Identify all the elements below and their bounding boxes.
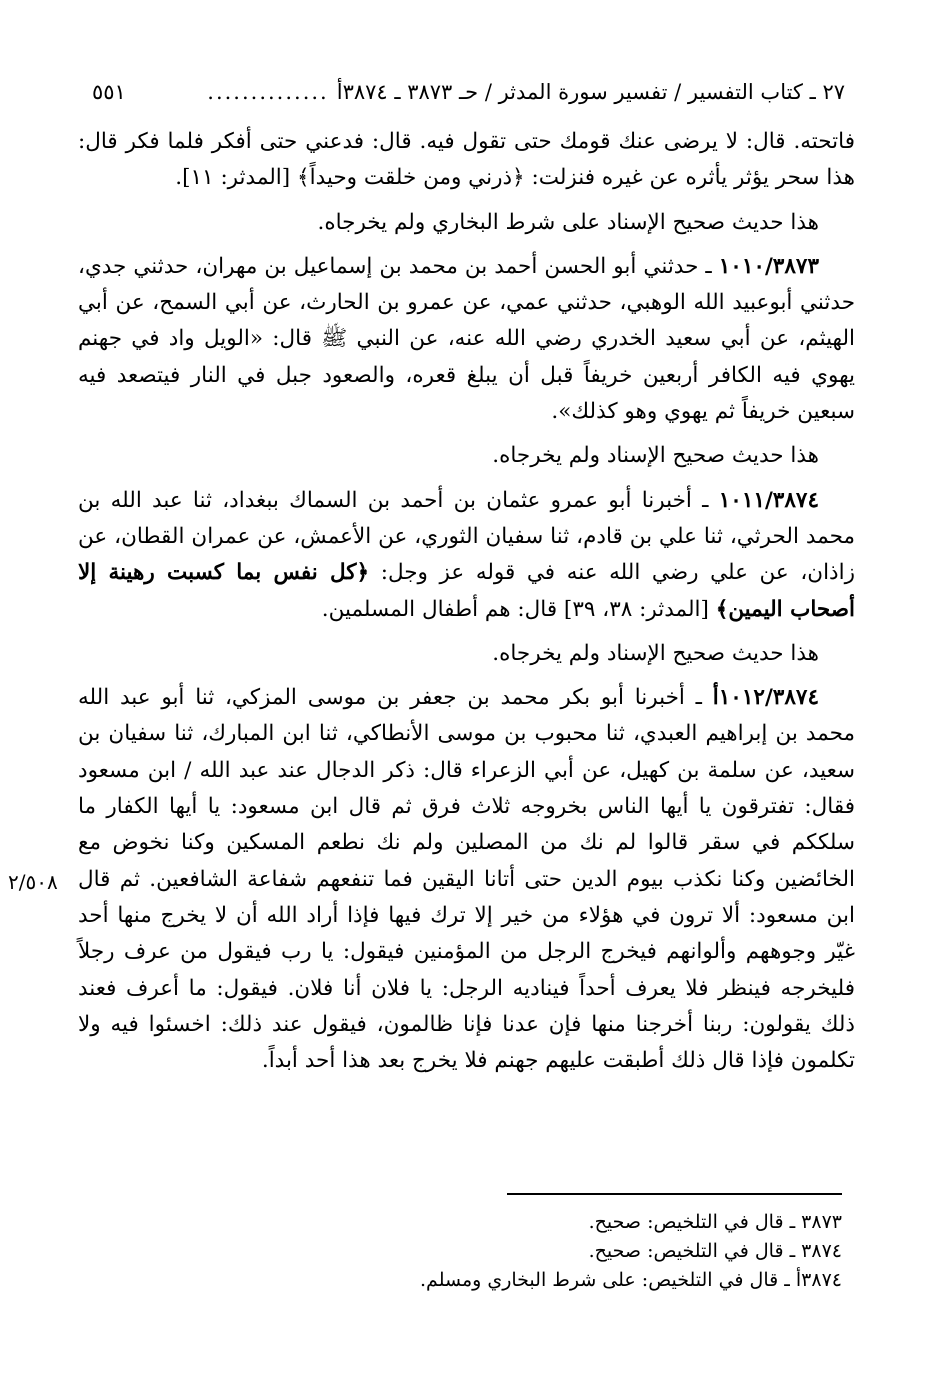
quran-verse: ﴿كل نفس بما كسبت رهينة إلا أصحاب اليمين﴾	[78, 560, 855, 622]
footnote: ٣٨٧٤ ـ قال في التلخيص: صحيح.	[588, 1240, 842, 1262]
hadith-grading: هذا حديث صحيح الإسناد على شرط البخاري ولم يخرجاه.	[317, 209, 819, 235]
hadith-number: ١٠١٢/٣٨٧٤أ	[712, 685, 819, 711]
footnotes	[200, 1208, 842, 1295]
hadith-3873: ١٠١٠/٣٨٧٣ ـ حدثني أبو الحسن أحمد بن محمد بن إسماعيل بن مهران، حدثني جدي، حدثني أبوعبيد الله الوهبي، حدثني عمي، عن عمرو بن الحارث، عن أبي السمح، عن أبي الهيثم، عن أبي سعيد الخدري رضي الله عنه، عن النبي ﷺ قال: «الويل واد في جهنم يهوي فيه الكافر أربعين خريفاً قبل أن يبلغ قعره، والصعود جبل في النار فيتصعد فيه سبعين خريفاً ثم يهوي وهو كذلك».	[78, 253, 855, 425]
hadith-grading: هذا حديث صحيح الإسناد ولم يخرجاه.	[492, 640, 819, 666]
hadith-grading: هذا حديث صحيح الإسناد ولم يخرجاه.	[492, 443, 819, 469]
page-number: ٥٥١	[92, 80, 126, 104]
hadith-number: ١٠١٠/٣٨٧٣	[718, 253, 819, 279]
footnote: ٣٨٧٤أ ـ قال في التلخيص: على شرط البخاري ومسلم.	[420, 1269, 842, 1291]
header-title: ٢٧ ـ كتاب التفسير / تفسير سورة المدثر / حـ ٣٨٧٣ ـ ٣٨٧٤أ	[336, 80, 845, 104]
hadith-3874a: ١٠١٢/٣٨٧٤أ ـ أخبرنا أبو بكر محمد بن جعفر بن موسى المزكي، ثنا أبو عبد الله محمد بن إبراهيم العبدي، ثنا محبوب بن موسى الأنطاكي، ثنا ابن المبارك، ثنا سفيان بن سعيد، عن سلمة بن كهيل، عن أبي الزعراء قال: ذكر الدجال عند عبد الله / ابن مسعود فقال: تفترقون يا أيها الناس بخروجه ثلاث فرق ثم قال ابن مسعود: يا أيها الكفار ما سلككم في سقر قالوا لم نك من المصلين ولم نك نطعم المسكين وكنا نخوض مع الخائضين وكنا نكذب بيوم الدين حتى أتانا اليقين فما تنفعهم شفاعة الشافعين. ثم قال ابن مسعود: ألا ترون في هؤلاء من خير إلا ترك فيها فإذا أراد الله أن لا يخرج منها أحد غيّر وجوههم وألوانهم فيخرج الرجل من المؤمنين فيقول: يا رب فيقول من عرف رجلاً فليخرجه فينظر فلا يعرف أحداً فيناديه الرجل: يا فلان أنا فلان. فيقول: ما أعرف فعند ذلك يقولون: ربنا أخرجنا منها فإن عدنا فإنا ظالمون، فيقول عند ذلك: اخسئوا فيه ولا تكلمون فإذا قال ذلك أطبقت عليهم جهنم فلا يخرج بعد هذا أحد أبداً.	[78, 685, 855, 1074]
main-text	[78, 124, 855, 1087]
footnote: ٣٨٧٣ ـ قال في التلخيص: صحيح.	[588, 1211, 842, 1233]
hadith-3874: ١٠١١/٣٨٧٤ ـ أخبرنا أبو عمرو عثمان بن أحمد بن السماك ببغداد، ثنا عبد الله بن محمد الحرثي، ثنا علي بن قادم، ثنا سفيان الثوري، عن الأعمش، عن عمران القطان، عن زاذان، عن علي رضي الله عنه في قوله عز وجل: ﴿كل نفس بما كسبت رهينة إلا أصحاب اليمين﴾ [المدثر: ٣٨، ٣٩] قال: هم أطفال المسلمين.	[78, 487, 855, 622]
margin-reference: ٢/٥٠٨	[8, 870, 58, 894]
paragraph-continuation: فاتحته. قال: لا يرضى عنك قومك حتى تقول فيه. قال: فدعني حتى أفكر فلما فكر قال: هذا سحر يؤثر يأثره عن غيره فنزلت: ﴿ذرني ومن خلقت وحيداً﴾ [المدثر: ١١].	[78, 129, 855, 191]
footnote-divider	[507, 1193, 842, 1195]
header-leader-dots: ..............	[207, 80, 329, 104]
running-header	[92, 75, 845, 109]
hadith-number: ١٠١١/٣٨٧٤	[718, 487, 819, 513]
